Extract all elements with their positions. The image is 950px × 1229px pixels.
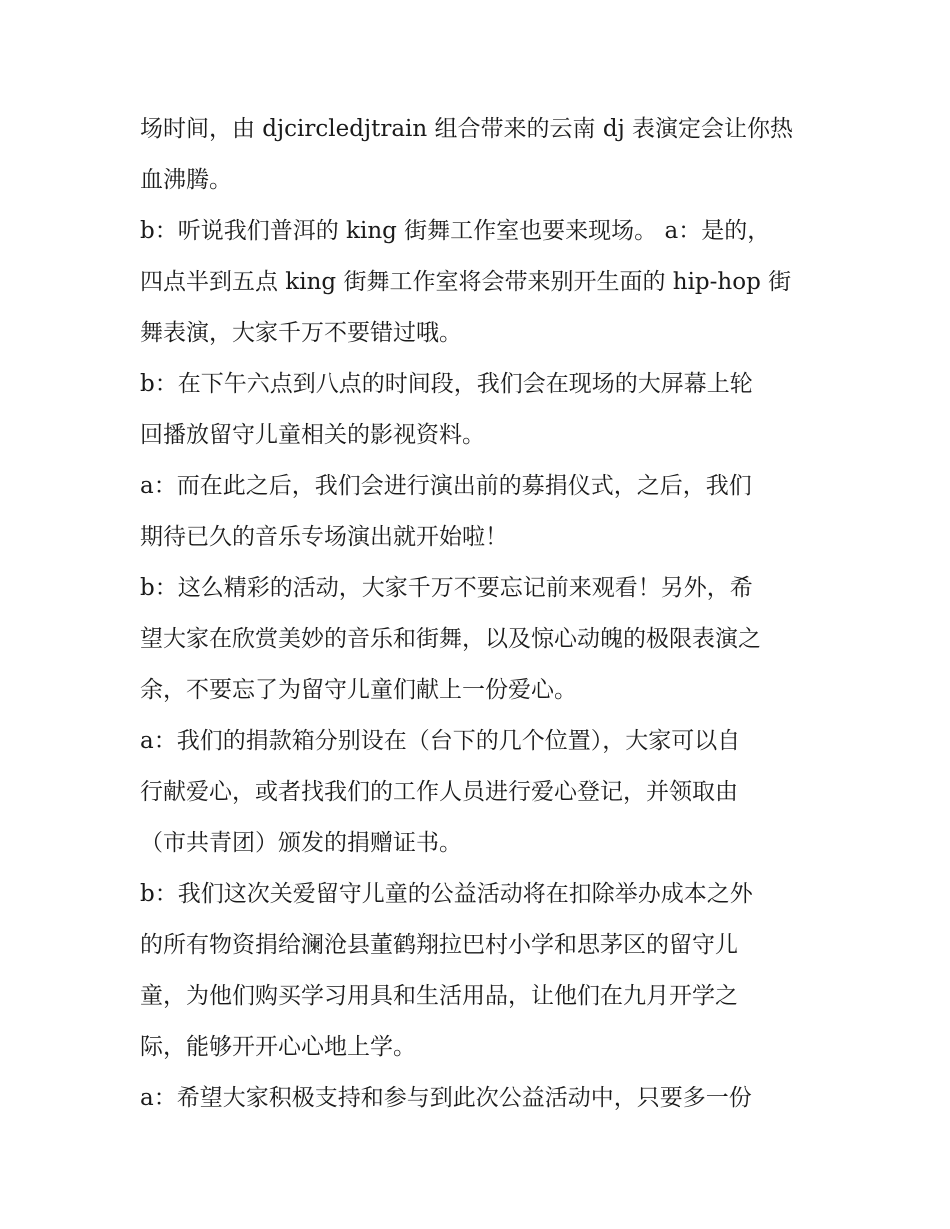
text-line: （市共青团）颁发的捐赠证书。 — [140, 830, 462, 856]
text-line: 童，为他们购买学习用具和生活用品，让他们在九月开学之 — [140, 983, 738, 1009]
text-line: 的所有物资捐给澜沧县董鹤翔拉巴村小学和思茅区的留守儿 — [140, 932, 738, 958]
text-line: a：而在此之后，我们会进行演出前的募捐仪式，之后，我们 — [140, 473, 752, 499]
text-line: 回播放留守儿童相关的影视资料。 — [140, 422, 485, 448]
text-line: b：这么精彩的活动，大家千万不要忘记前来观看！另外，希 — [140, 575, 753, 601]
text-line: 余，不要忘了为留守儿童们献上一份爱心。 — [140, 677, 577, 703]
text-line: a：我们的捐款箱分别设在（台下的几个位置），大家可以自 — [140, 728, 741, 754]
text-line: a：希望大家积极支持和参与到此次公益活动中，只要多一份 — [140, 1085, 752, 1111]
text-line: 场时间，由 djcircledjtrain 组合带来的云南 dj 表演定会让你热 — [140, 116, 794, 142]
text-line: 行献爱心，或者找我们的工作人员进行爱心登记，并领取由 — [140, 779, 738, 805]
text-line: 际，能够开开心心地上学。 — [140, 1034, 416, 1060]
text-line: 四点半到五点 king 街舞工作室将会带来别开生面的 hip-hop 街 — [140, 269, 792, 295]
text-line: 血沸腾。 — [140, 167, 232, 193]
text-line: 望大家在欣赏美妙的音乐和街舞，以及惊心动魄的极限表演之 — [140, 626, 761, 652]
text-line: b：在下午六点到八点的时间段，我们会在现场的大屏幕上轮 — [140, 371, 753, 397]
text-line: b：听说我们普洱的 king 街舞工作室也要来现场。 a：是的， — [140, 218, 771, 244]
text-line: b：我们这次关爱留守儿童的公益活动将在扣除举办成本之外 — [140, 881, 753, 907]
text-line: 期待已久的音乐专场演出就开始啦！ — [140, 524, 508, 550]
text-line: 舞表演，大家千万不要错过哦。 — [140, 320, 462, 346]
script-text-block — [140, 104, 820, 1124]
